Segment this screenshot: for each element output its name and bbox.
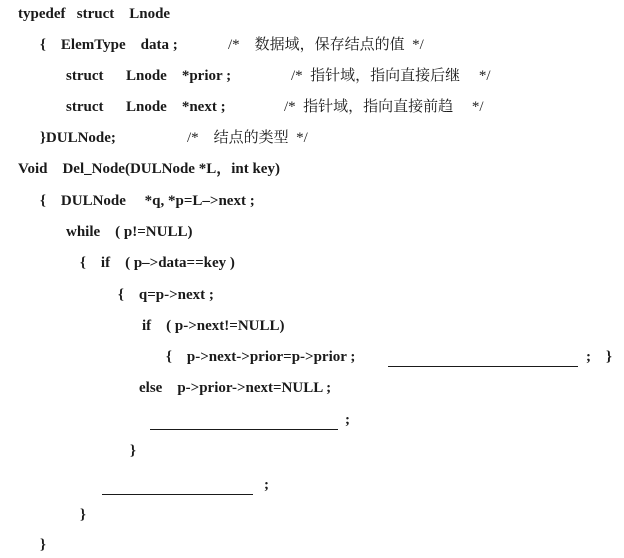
prior-decl: struct Lnode *prior ; [66, 68, 232, 84]
close-brace-function: } [40, 537, 46, 553]
next-comment: /* 指针域，指向直接前趋 */ [284, 99, 484, 115]
else-line: else p->prior->next=NULL ; [139, 380, 332, 396]
fill-blank-1 [388, 366, 578, 367]
locals-decl: { DULNode *q, *p=L–>next ; [40, 193, 255, 209]
fill-blank-3-semicolon: ; [264, 477, 269, 493]
prior-assign-close-brace: } [606, 349, 612, 365]
dulnode-comment: /* 结点的类型 */ [187, 130, 308, 146]
close-brace-inner: } [130, 443, 136, 459]
while-line: while ( p!=NULL) [66, 224, 193, 240]
prior-comment: /* 指针域，指向直接后继 */ [291, 68, 491, 84]
fill-blank-2-semicolon: ; [345, 412, 350, 428]
fill-blank-1-semicolon: ; [586, 349, 591, 365]
close-brace-while: } [80, 507, 86, 523]
elemtype-comment: /* 数据域，保存结点的值 */ [228, 37, 424, 53]
fill-blank-2 [150, 429, 338, 430]
dulnode-decl: }DULNode; [40, 130, 116, 146]
next-decl: struct Lnode *next ; [66, 99, 226, 115]
typedef-line: typedef struct Lnode [18, 6, 171, 22]
if-next-line: if ( p->next!=NULL) [142, 318, 285, 334]
function-header: Void Del_Node(DULNode *L，int key) [18, 161, 280, 177]
assign-q-line: { q=p->next ; [118, 287, 214, 303]
if-data-line: { if ( p–>data==key ) [80, 255, 235, 271]
elemtype-decl: { ElemType data ; [40, 37, 178, 53]
prior-assign-line: { p->next->prior=p->prior ; [166, 349, 356, 365]
fill-blank-3 [102, 494, 253, 495]
